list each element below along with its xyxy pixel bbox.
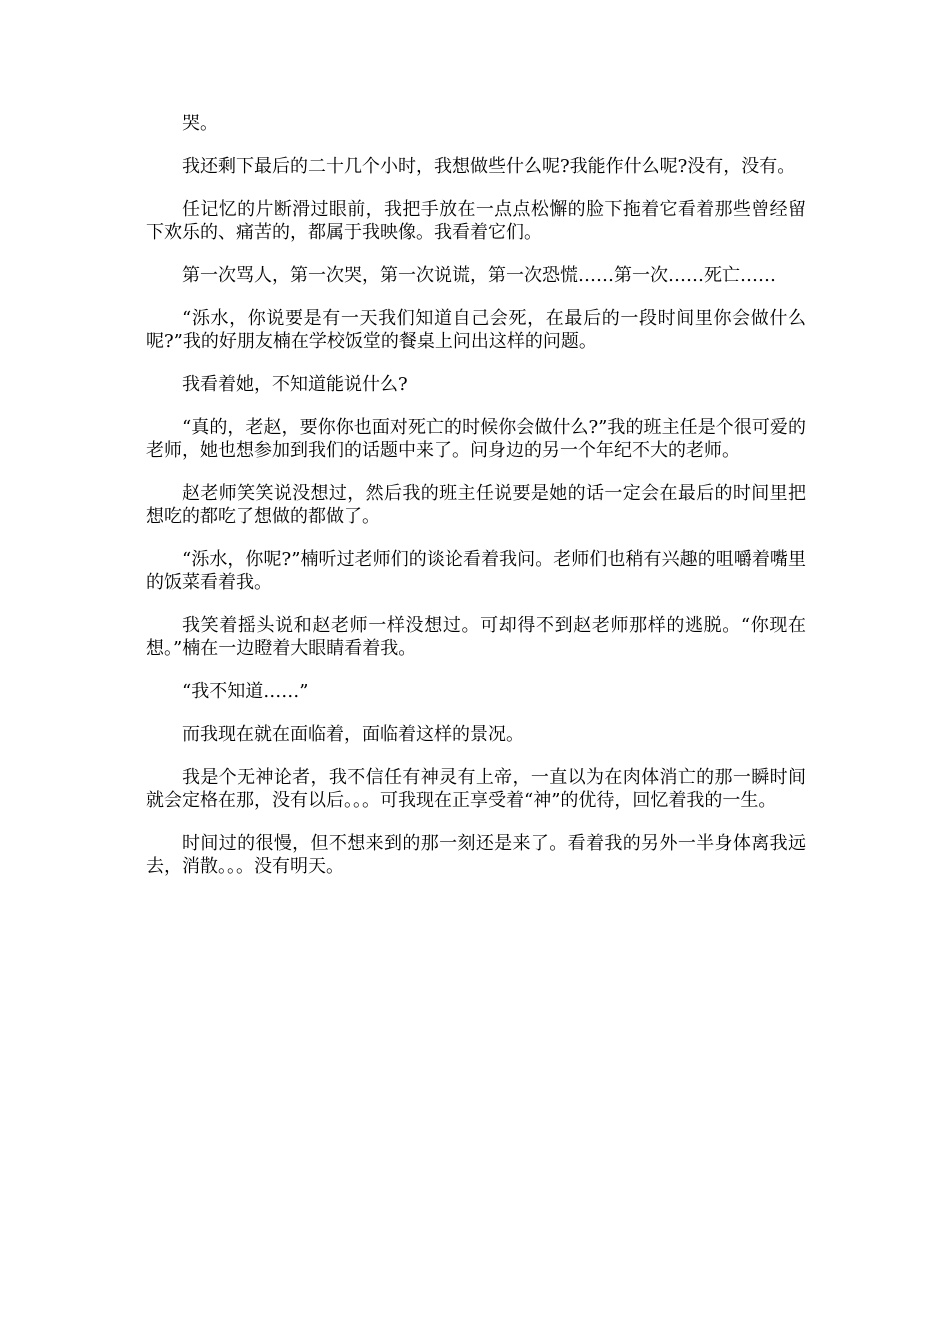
paragraph-6: 我看着她，不知道能说什么?	[182, 374, 408, 395]
paragraph-14: 时间过的很慢，但不想来到的那一刻还是来了。看着我的另外一半身体离我远去，消散。。。没有明天。	[146, 833, 806, 877]
paragraph-12: 而我现在就在面临着，面临着这样的景况。	[182, 724, 524, 745]
paragraph-8: 赵老师笑笑说没想过，然后我的班主任说要是她的话一定会在最后的时间里把想吃的都吃了想做的都做了。	[146, 483, 806, 527]
document-body	[146, 112, 806, 898]
paragraph-2: 我还剩下最后的二十几个小时，我想做些什么呢?我能作什么呢?没有，没有。	[182, 156, 796, 177]
paragraph-10: 我笑着摇头说和赵老师一样没想过。可却得不到赵老师那样的逃脱。“你现在想。”楠在一边瞪着大眼睛看着我。	[146, 615, 806, 659]
paragraph-3: 任记忆的片断滑过眼前，我把手放在一点点松懈的脸下拖着它看着那些曾经留下欢乐的、痛苦的，都属于我映像。我看着它们。	[146, 199, 806, 243]
paragraph-4: 第一次骂人，第一次哭，第一次说谎，第一次恐慌……第一次……死亡……	[182, 265, 776, 286]
paragraph-11: “我不知道……”	[182, 681, 309, 702]
paragraph-7: “真的，老赵，要你你也面对死亡的时候你会做什么?”我的班主任是个很可爱的老师，她也想参加到我们的话题中来了。问身边的另一个年纪不大的老师。	[146, 417, 806, 461]
paragraph-5: “泺水，你说要是有一天我们知道自己会死，在最后的一段时间里你会做什么呢?”我的好朋友楠在学校饭堂的餐桌上问出这样的问题。	[146, 308, 806, 352]
paragraph-9: “泺水，你呢?”楠听过老师们的谈论看着我问。老师们也稍有兴趣的咀嚼着嘴里的饭菜看着我。	[146, 549, 806, 593]
paragraph-1: 哭。	[182, 113, 218, 134]
paragraph-13: 我是个无神论者，我不信任有神灵有上帝，一直以为在肉体消亡的那一瞬时间就会定格在那，没有以后。。。可我现在正享受着“神”的优待，回忆着我的一生。	[146, 767, 806, 811]
